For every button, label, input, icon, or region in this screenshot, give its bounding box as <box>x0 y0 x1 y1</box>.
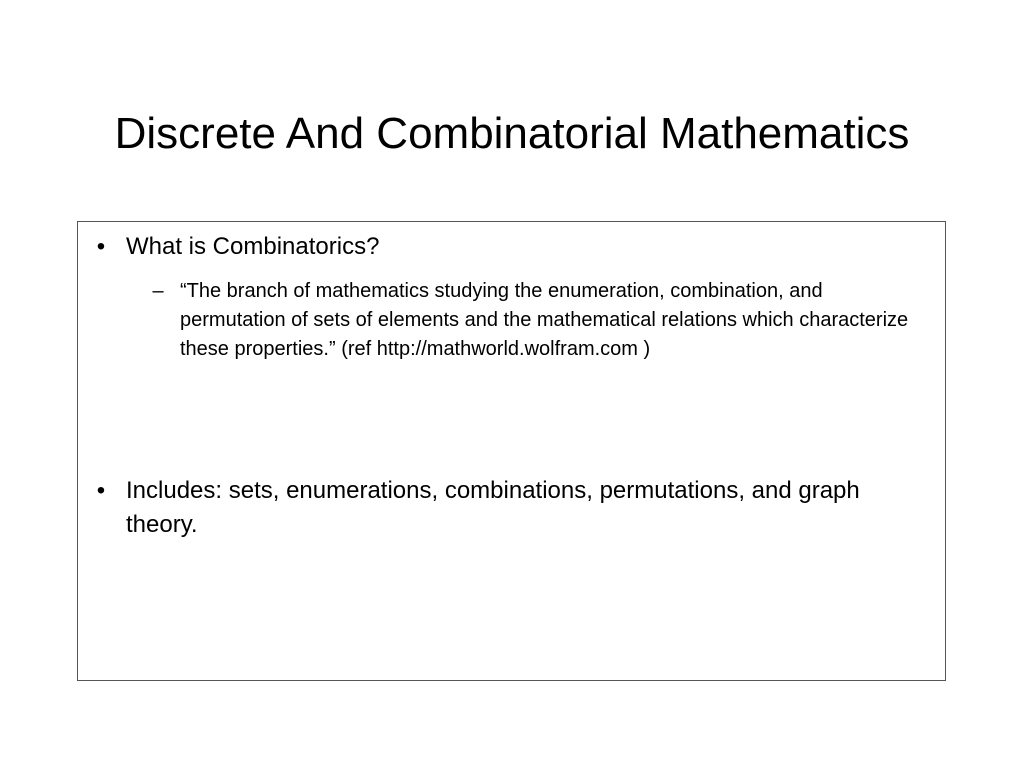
sub-bullet-text: “The branch of mathematics studying the enumeration, combination, and permutation of sets of elements and the mathematical relations which characterize these properties.” (ref http://mathworld.wolfram.com ) <box>180 280 909 360</box>
content-box <box>77 221 946 681</box>
bullet-marker: • <box>96 233 106 260</box>
bullet-text: What is Combinatorics? <box>126 233 380 260</box>
sub-bullet-item <box>146 277 926 364</box>
bullet-text: Includes: sets, enumerations, combinations, permutations, and graph theory. <box>126 477 860 538</box>
sub-bullet-marker: – <box>152 280 164 302</box>
bullet-marker: • <box>96 477 106 504</box>
bullet-item <box>86 474 926 542</box>
bullet-item <box>86 230 926 360</box>
slide-title: Discrete And Combinatorial Mathematics <box>114 109 910 158</box>
